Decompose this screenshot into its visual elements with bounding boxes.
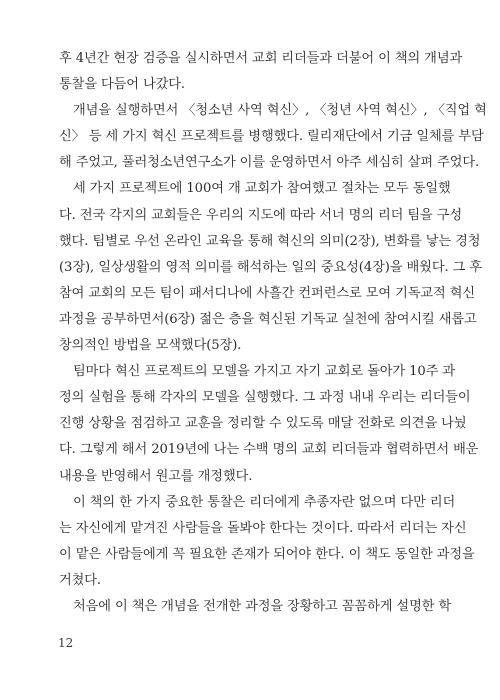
text-line: 내용을 반영해서 원고를 개정했다. <box>59 468 253 484</box>
text-line: 다. 그렇게 해서 2019년에 나는 수백 명의 교회 리더들과 협력하면서 배운 <box>59 442 479 458</box>
body-text <box>59 46 487 620</box>
text-line: 팀마다 혁신 프로젝트의 모델을 가지고 자기 교회로 돌아가 10주 과 <box>73 364 456 380</box>
text-line: 거쳤다. <box>59 572 102 588</box>
text-line: 했다. 팀별로 우선 온라인 교육을 통해 혁신의 의미(2장), 변화를 낳는 경청 <box>59 233 481 249</box>
text-line: 참여 교회의 모든 팀이 패서디나에 사흘간 컨퍼런스로 모여 기독교적 혁신 <box>59 285 475 301</box>
text-line: 신〉 등 세 가지 혁신 프로젝트를 병행했다. 릴리재단에서 기금 일체를 부담 <box>59 129 484 145</box>
text-line: (3장), 일상생활의 영적 의미를 해석하는 일의 중요성(4장)을 배웠다. 그 후 <box>59 259 483 275</box>
text-line: 통찰을 다듬어 나갔다. <box>59 77 186 93</box>
text-line: 이 책의 한 가지 중요한 통찰은 리더에게 추종자란 없으며 다만 리더 <box>73 494 456 510</box>
text-line: 진행 상황을 점검하고 교훈을 정리할 수 있도록 매달 전화로 의견을 나눴 <box>59 416 467 432</box>
text-line: 는 자신에게 맡겨진 사람들을 돌봐야 한다는 것이다. 따라서 리더는 자신 <box>59 520 467 536</box>
text-line: 정의 실험을 통해 각자의 모델을 실행했다. 그 과정 내내 우리는 리더들이 <box>59 390 471 406</box>
text-line: 세 가지 프로젝트에 100여 개 교회가 참여했고 절차는 모두 동일했 <box>73 181 451 197</box>
text-line: 후 4년간 현장 검증을 실시하면서 교회 리더들과 더불어 이 책의 개념과 <box>59 51 463 66</box>
text-line: 창의적인 방법을 모색했다(5장). <box>59 338 242 354</box>
text-line: 과정을 공부하면서(6장) 젊은 층을 혁신된 기독교 실천에 참여시킬 새롭고 <box>59 311 477 327</box>
page-number: 12 <box>58 636 74 650</box>
text-line: 해 주었고, 풀러청소년연구소가 이를 운영하면서 아주 세심히 살펴 주었다. <box>59 155 480 171</box>
text-line: 처음에 이 책은 개념을 전개한 과정을 장황하고 꼼꼼하게 설명한 학 <box>73 598 452 614</box>
text-line: 이 맡은 사람들에게 꼭 필요한 존재가 되어야 한다. 이 책도 동일한 과정을 <box>59 546 475 562</box>
text-line: 개념을 실행하면서 〈청소년 사역 혁신〉, 〈청년 사역 혁신〉, 〈직업 혁 <box>73 103 487 119</box>
text-line: 다. 전국 각지의 교회들은 우리의 지도에 따라 서너 명의 리더 팀을 구성 <box>59 207 462 223</box>
